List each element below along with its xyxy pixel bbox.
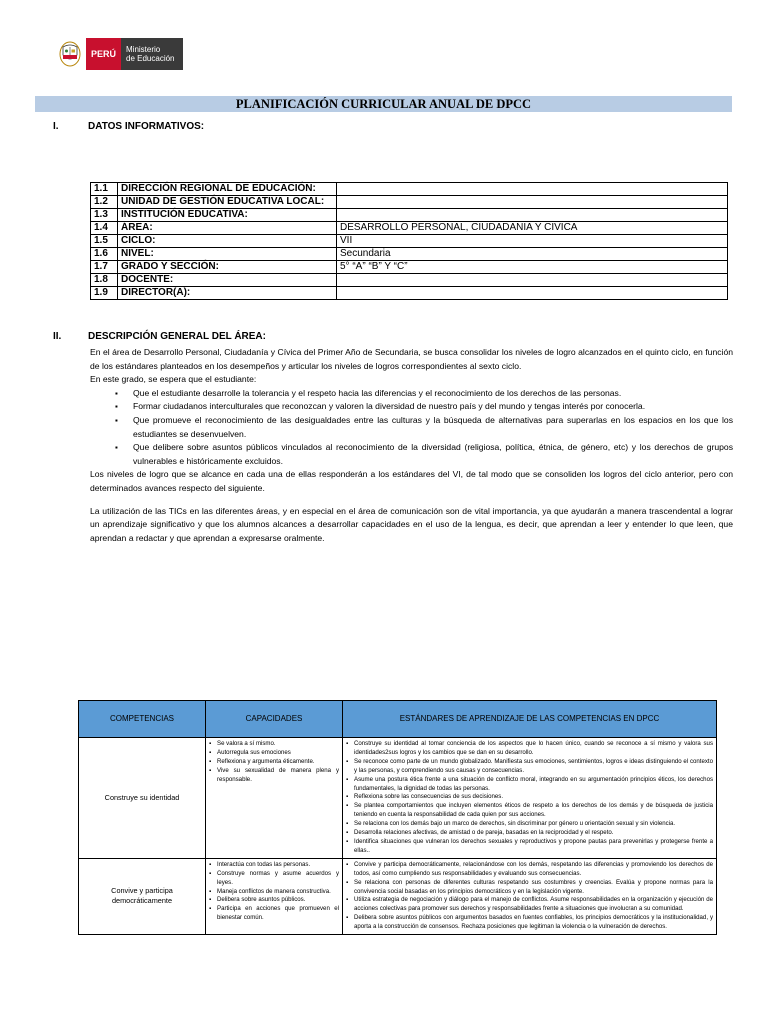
datos-row	[91, 287, 728, 300]
list-item: ▪ Desarrolla relaciones afectivas, de amistad o de pareja, basadas en la reciprocidad y el respeto.	[346, 829, 713, 838]
datos-row	[91, 209, 728, 222]
list-item: ▪ Asume una postura ética frente a una situación de conflicto moral, integrando en su argumentación principios éticos, los derechos fundamentales, la dignidad de todas las personas.	[346, 776, 713, 794]
list-item: ▪ Delibera sobre asuntos públicos.	[209, 896, 339, 905]
section-1-number: I.	[53, 121, 59, 132]
list-item: ▪ Que promueve el reconocimiento de las desigualdades entre las culturas y la búsqueda de alternativas para superarlas en los espacios en los que los estudiantes se desenvuelven.	[90, 414, 733, 441]
datos-num: 1.5	[91, 235, 118, 248]
competencia-cell: Convive y participa democráticamente	[79, 858, 206, 934]
datos-value	[337, 209, 728, 222]
table-row	[79, 858, 717, 934]
list-item: ▪ Interactúa con todas las personas.	[209, 861, 339, 870]
datos-label: CICLO:	[118, 235, 337, 248]
header-competencias: COMPETENCIAS	[79, 701, 206, 738]
list-item: ▪ Construye normas y asume acuerdos y leyes.	[209, 870, 339, 888]
document-title: PLANIFICACIÓN CURRICULAR ANUAL DE DPCC	[35, 96, 732, 112]
datos-row	[91, 248, 728, 261]
datos-num: 1.2	[91, 196, 118, 209]
description-closing: Los niveles de logro que se alcance en cada una de ellas responderán a los estándares del VI, de tal modo que se consoliden los logros del ciclo anterior, pero con determinados avances respecto del siguiente.	[90, 469, 733, 493]
table-header-row	[79, 701, 717, 738]
datos-num: 1.1	[91, 183, 118, 196]
list-item: ▪ Delibera sobre asuntos públicos con argumentos basados en fuentes confiables, los principios democráticos y la institucionalidad, y aporta a la construcción de consensos. Rechaza posiciones que legitiman la violencia o la vulneración de derechos.	[346, 914, 713, 932]
list-item: ▪ Reflexiona y argumenta éticamente.	[209, 758, 339, 767]
list-item: ▪ Formar ciudadanos interculturales que reconozcan y valoren la diversidad de nuestro país y del mundo y tengas interés por conocerla.	[90, 400, 733, 414]
section-2-title: DESCRIPCIÓN GENERAL DEL ÁREA:	[88, 331, 266, 342]
datos-value: Secundaria	[337, 248, 728, 261]
list-item: ▪ Vive su sexualidad de manera plena y responsable.	[209, 767, 339, 785]
datos-label: ÁREA:	[118, 222, 337, 235]
datos-label: UNIDAD DE GESTIÓN EDUCATIVA LOCAL:	[118, 196, 337, 209]
list-item: ▪ Identifica situaciones que vulneran los derechos sexuales y reproductivos y propone pautas para prevenirlas y protegerse frente a ellas..	[346, 838, 713, 856]
expectations-list	[90, 387, 733, 469]
list-item: ▪ Que delibere sobre asuntos públicos vinculados al reconocimiento de la diversidad (religiosa, política, étnica, de género, etc) y los derechos de grupos vulnerables e históricamente excluidos.	[90, 441, 733, 468]
list-item: ▪ Convive y participa democráticamente, relacionándose con los demás, respetando las diferencias y promoviendo los derechos de todos, así como cumpliendo sus responsabilidades y evaluando sus consecuencias.	[346, 861, 713, 879]
datos-value: 5° “A” “B” Y “C”	[337, 261, 728, 274]
datos-num: 1.4	[91, 222, 118, 235]
datos-label: DIRECTOR(A):	[118, 287, 337, 300]
logo-country-box: PERÚ	[86, 38, 121, 70]
datos-value	[337, 274, 728, 287]
datos-value	[337, 183, 728, 196]
logo-ministry-line1: Ministerio	[126, 45, 161, 54]
estandares-cell	[343, 858, 717, 934]
list-item: ▪ Que el estudiante desarrolle la tolerancia y el respeto hacia las diferencias y el reconocimiento de los derechos de las personas.	[90, 387, 733, 401]
datos-num: 1.7	[91, 261, 118, 274]
list-item: ▪ Utiliza estrategia de negociación y diálogo para el manejo de conflictos. Asume responsabilidades en la organización y ejecución de acciones colectivas para promover sus derechos y responsabilidades frente a situaciones que involucran a su comunidad.	[346, 896, 713, 914]
list-item: ▪ Construye su identidad al tomar conciencia de los aspectos que lo hacen único, cuando se reconoce a sí mismo y valora sus identidades2sus logros y los cambios que se dan en su desarrollo.	[346, 740, 713, 758]
datos-num: 1.9	[91, 287, 118, 300]
datos-value	[337, 287, 728, 300]
datos-label: INSTITUCIÓN EDUCATIVA:	[118, 209, 337, 222]
competencia-cell: Construye su identidad	[79, 738, 206, 859]
minedu-logo	[58, 38, 183, 70]
list-item: ▪ Autorregula sus emociones	[209, 749, 339, 758]
datos-value: VII	[337, 235, 728, 248]
datos-row	[91, 274, 728, 287]
description-tics: La utilización de las TICs en las diferentes áreas, y en especial en el área de comunicación son de vital importancia, ya que ayudarán a manera trascendental a lograr un aprendizaje significativo y que los alumnos alcances a desarrollar capacidades en el uso de la lengua, es decir, que aprendan a leer y entender lo que leen, que aprendan a redactar y que aprendan a expresarse oralmente.	[90, 505, 733, 543]
datos-row	[91, 196, 728, 209]
section-2-number: II.	[53, 331, 62, 342]
logo-ministry-line2: de Educación	[126, 54, 175, 63]
list-item: ▪ Se valora a sí mismo.	[209, 740, 339, 749]
competencies-table	[78, 700, 717, 935]
capacidades-cell	[206, 858, 343, 934]
capacidades-cell	[206, 738, 343, 859]
datos-label: GRADO Y SECCIÓN:	[118, 261, 337, 274]
peru-coat-of-arms-icon	[58, 38, 82, 70]
table-row	[79, 738, 717, 859]
description-lead: En este grado, se espera que el estudiante:	[90, 374, 257, 385]
datos-value	[337, 196, 728, 209]
datos-label: DOCENTE:	[118, 274, 337, 287]
datos-num: 1.3	[91, 209, 118, 222]
list-item: ▪ Se relaciona con personas de diferentes culturas respetando sus costumbres y creencias. Evalúa y propone normas para la convivencia social basadas en los principios democráticos y en la legislación vigente.	[346, 879, 713, 897]
logo-ministry-box	[121, 38, 182, 70]
description-intro: En el área de Desarrollo Personal, Ciudadanía y Cívica del Primer Año de Secundaria, se busca consolidar los niveles de logro alcanzados en el quinto ciclo, en función de los estándares planteados en los desempeños y articular los niveles de logros correspondientes al sexto ciclo.	[90, 347, 733, 371]
list-item: ▪ Se relaciona con los demás bajo un marco de derechos, sin discriminar por género u orientación sexual y sin violencia.	[346, 820, 713, 829]
estandares-cell	[343, 738, 717, 859]
datos-row	[91, 222, 728, 235]
list-item: ▪ Se reconoce como parte de un mundo globalizado. Manifiesta sus emociones, sentimientos, logros e ideas distinguiendo el contexto y las personas, y comprendiendo sus causas y consecuencias.	[346, 758, 713, 776]
list-item: ▪ Se plantea comportamientos que incluyen elementos éticos de respeto a los derechos de los demás y de búsqueda de justicia teniendo en cuenta la responsabilidad de cada quien por sus acciones.	[346, 802, 713, 820]
area-description	[90, 346, 733, 545]
datos-row	[91, 235, 728, 248]
datos-label: NIVEL:	[118, 248, 337, 261]
datos-num: 1.6	[91, 248, 118, 261]
header-estandares: ESTÁNDARES DE APRENDIZAJE DE LAS COMPETENCIAS EN DPCC	[343, 701, 717, 738]
datos-row	[91, 183, 728, 196]
list-item: ▪ Participa en acciones que promueven el bienestar común.	[209, 905, 339, 923]
datos-label: DIRECCIÓN REGIONAL DE EDUCACIÓN:	[118, 183, 337, 196]
list-item: ▪ Reflexiona sobre las consecuencias de sus decisiones.	[346, 793, 713, 802]
datos-num: 1.8	[91, 274, 118, 287]
datos-row	[91, 261, 728, 274]
datos-value: DESARROLLO PERSONAL, CIUDADANIA Y CIVICA	[337, 222, 728, 235]
header-capacidades: CAPACIDADES	[206, 701, 343, 738]
section-1-title: DATOS INFORMATIVOS:	[88, 121, 205, 132]
list-item: ▪ Maneja conflictos de manera constructiva.	[209, 888, 339, 897]
datos-informativos-table	[90, 182, 728, 300]
